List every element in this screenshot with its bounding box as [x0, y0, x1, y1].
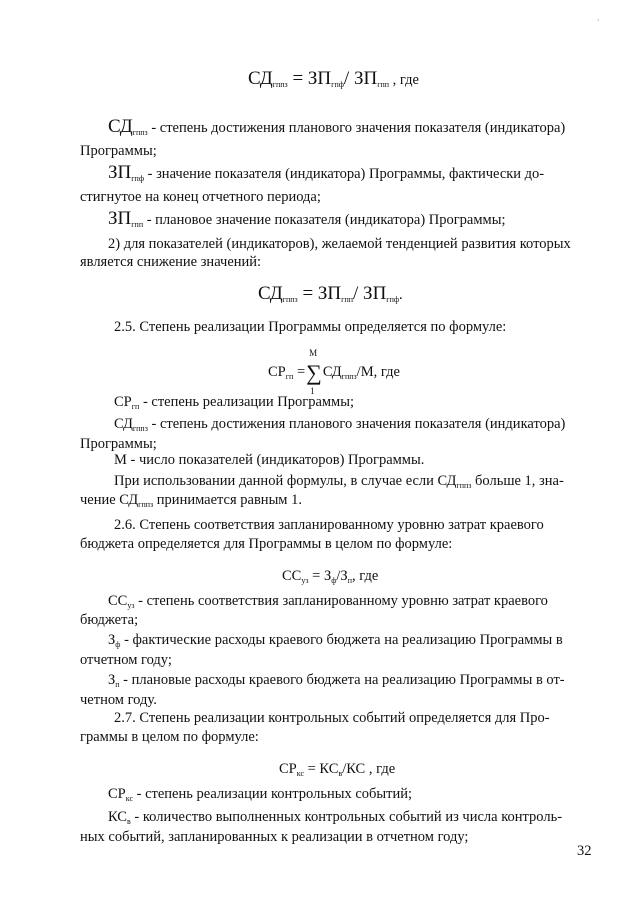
definition-sd: $СД_{гппз}$ - степень достижения планового значения показателя (индикатора) [108, 116, 566, 137]
usage-note-line1: При использовании данной формулы, в случае если $СД_{гппз}$ больше 1, зна- [114, 473, 564, 490]
definition-sd-2: $СД_{гппз}$ - степень достижения планового значения показателя (индикатора) [114, 416, 566, 433]
definition-z-fact: $З_ф$ - фактические расходы краевого бюджета на реализацию Программы в [108, 632, 563, 649]
sum-sign: M ∑ 1 [306, 348, 322, 396]
formula-achievement-inverse: $СД_{гппз} = ЗП_{гпп}/$ $ЗП_{гпф}$. [258, 283, 403, 304]
definition-sd-cont: Программы; [80, 143, 157, 159]
definition-zp-plan: $ЗП_{гпп}$ - плановое значение показателя (индикатора) Программы; [108, 208, 506, 229]
document-page: , $СД_{гппз} = ЗП_{гпф}/$ $ЗП_{гпп}$ , где $СД_{гппз}$ - степень достижения планового значения показателя (индикатора) Программы; $ЗП_{гпф}$ - значение показателя (индикатора) Программы, фактически до- стигнутое на конец отчетного периода; $ЗП_{гпп}$ - плановое значение показателя (индикатора) Программы; 2) для показателей (индикаторов), желаемой тенденцией развития которых является снижение значений: $СД_{гппз} = ЗП_{гпп}/$ $ЗП_{гпф}$. 2.5. Степень реализации Программы определяется по формуле: $СР_{гп}$ = M ∑ 1 $СД_{гппз}/M$, где $СР_{гп}$ - степень реализации Программы; $СД_{гппз}$ - степень достижения планового значения показателя (индикатора) Программы; М - число показателей (индикаторов) Программы. При использовании данной формулы, в случае если $СД_{гппз}$ больше 1, зна- чение $СД_{гппз}$ принимается равным 1. 2.6. Степень соответствия запланированному уровню затрат краевого бюджета определяется для Программы в целом по формуле: $СС_{уз} = З_ф/З_п$, где $СС_{уз}$ - степень соответствия запланированному уровню затрат краевого бюджета; $З_ф$ - фактические расходы краевого бюджета на реализацию Программы в отчетном году; $З_п$ - плановые расходы краевого бюджета на реализацию Программы в от- четном году. 2.7. Степень реализации контрольных событий определяется для Про- граммы в целом по формуле: $СР_{кс} = КС_в/КС$ , где $СР_{кс}$ - степень реализации контрольных событий; $КС_в$ - количество выполненных контрольных событий из числа контроль- ных событий, запланированных к реализации в отчетном году; 32 [80, 12, 600, 859]
paragraph-2-7-line1: 2.7. Степень реализации контрольных событий определяется для Про- [114, 710, 550, 726]
formula-cost-compliance: $СС_{уз} = З_ф/З_п$, где [282, 568, 379, 585]
definition-z-fact-cont: отчетном году; [80, 652, 172, 668]
definition-ss-cont: бюджета; [80, 612, 139, 628]
definition-ss: $СС_{уз}$ - степень соответствия запланированному уровню затрат краевого [108, 593, 548, 610]
page-number: 32 [577, 843, 592, 859]
formula-program-realization: $СР_{гп}$ = M ∑ 1 $СД_{гппз}/M$, где [268, 348, 400, 396]
paragraph-2-7-line2: граммы в целом по формуле: [80, 729, 259, 745]
item-2-line1: 2) для показателей (индикаторов), желаемой тенденцией развития которых [108, 236, 571, 252]
definition-z-plan: $З_п$ - плановые расходы краевого бюджета на реализацию Программы в от- [108, 672, 565, 689]
item-2-line2: является снижение значений: [80, 254, 262, 270]
formula-control-events: $СР_{кс} = КС_в/КС$ , где [279, 761, 396, 778]
paragraph-2-5: 2.5. Степень реализации Программы определяется по формуле: [114, 319, 507, 335]
paragraph-2-6-line2: бюджета определяется для Программы в целом по формуле: [80, 536, 453, 552]
definition-sr-ks: $СР_{кс}$ - степень реализации контрольных событий; [108, 786, 413, 803]
definition-zp-fact-cont: стигнутое на конец отчетного периода; [80, 189, 321, 205]
definition-sr-gp: $СР_{гп}$ - степень реализации Программы; [114, 394, 355, 411]
definition-ks-done-cont: ных событий, запланированных к реализации в отчетном году; [80, 829, 469, 845]
definition-z-plan-cont: четном году. [80, 692, 157, 708]
formula-achievement-direct: $СД_{гппз} = ЗП_{гпф}/$ $ЗП_{гпп}$ , где [248, 68, 419, 89]
usage-note-line2: чение $СД_{гппз}$ принимается равным 1. [80, 492, 302, 509]
paragraph-2-6-line1: 2.6. Степень соответствия запланированному уровню затрат краевого [114, 517, 544, 533]
definition-m: М - число показателей (индикаторов) Программы. [114, 452, 425, 468]
definition-ks-done: $КС_в$ - количество выполненных контрольных событий из числа контроль- [108, 809, 563, 826]
definition-sd-2-cont: Программы; [80, 436, 157, 452]
definition-zp-fact: $ЗП_{гпф}$ - значение показателя (индикатора) Программы, фактически до- [108, 162, 545, 183]
